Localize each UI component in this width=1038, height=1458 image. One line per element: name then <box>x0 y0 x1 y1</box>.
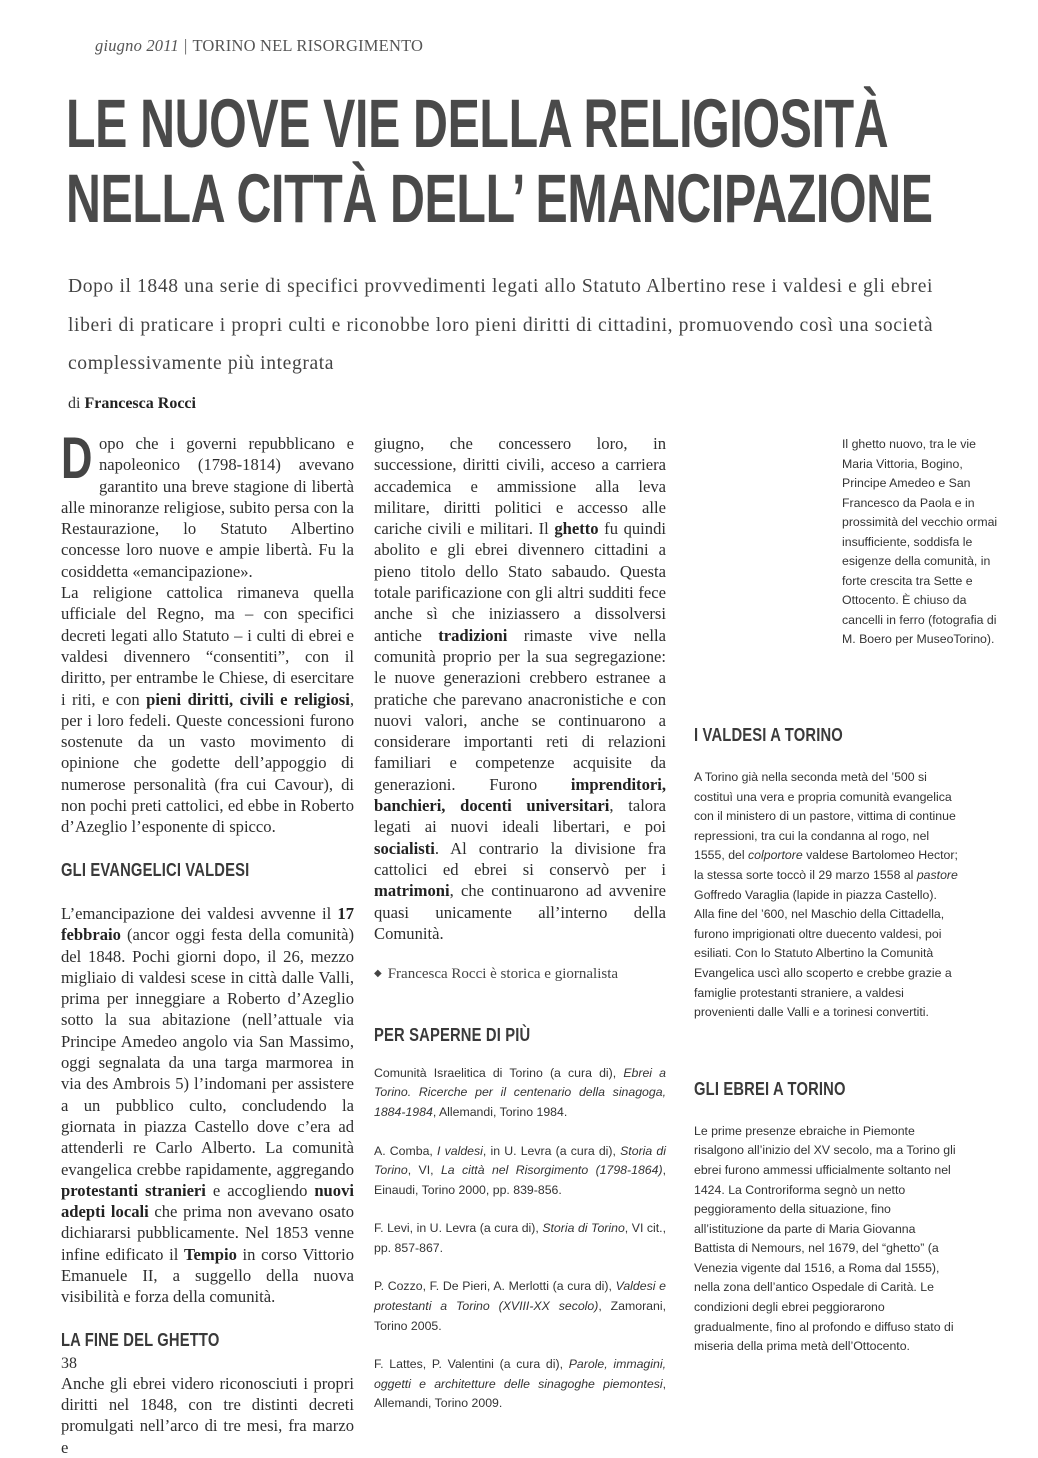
ref-2-b: , VI cit., pp. 857-867. <box>374 1221 667 1255</box>
ev-b3: nuovi adepti locali <box>61 1180 354 1222</box>
ref-1-i3: La città nel Risorgimento (1798-1864) <box>440 1163 663 1178</box>
photo-caption: Il ghetto nuovo, tra le vie Maria Vittoria, Bogino, Principe Amedeo e San Francesco da Paola e in prossimità del vecchio ormai insufficiente, soddisfa le esigenze della comunità, in forte crescita tra Sette e Ottocento. È chiuso da cancelli in ferro (fotografia di M. Boero per MuseoTorino). <box>842 437 998 646</box>
vt-i1: colportore <box>748 848 803 863</box>
author-note-text: Francesca Rocci è storica e giornalista <box>387 966 619 983</box>
author-note <box>374 963 666 985</box>
ref-2-i: Storia di Torino <box>542 1221 625 1236</box>
byline-author: Francesca Rocci <box>84 395 196 412</box>
ev-t4: che prima non avevano osato dichiararsi pubblicamente. Nel 1853 venne infine edificato il <box>61 1202 354 1264</box>
ev-t1: L’emancipazione dei valdesi avvenne il <box>61 903 338 923</box>
heading-valdesi: I VALDESI A TORINO <box>694 725 843 745</box>
ev-b1: 17 febbraio <box>61 903 354 945</box>
c2-t6: , che continuarono ad avvenire quasi unicamente all’interno della Comunità. <box>374 881 666 943</box>
ref-4-b: , Allemandi, Torino 2009. <box>374 1376 666 1411</box>
ref-1-d: , Einaudi, Torino 2000, pp. 839-856. <box>374 1163 666 1197</box>
ev-t5: in corso Vittorio Emanuele II, a suggello della nuova visibilità e forza della comunità. <box>61 1244 354 1307</box>
column-3 <box>694 725 959 1357</box>
title-line-2: NELLA CITTÀ DELL’ EMANCIPAZIONE <box>66 160 933 237</box>
c2-t2: fu quindi abolito e gli ebrei divennero cittadini a pieno titolo dello Stato sabaudo. Questa totale parificazione con gli altri sudditi fece anche sì che iniziassero a dissolversi antiche <box>374 519 666 645</box>
intro-text-1: opo che i governi repubblicano e napoleonico (1798-1814) avevano garantito una breve stagione di libertà alle minoranze religiose, subito persa con la Restaurazione, lo Statuto Albertino concesse loro nuove e ampie libertà. Fu la cosiddetta «emancipazione». <box>61 434 354 581</box>
c2-t3: rimaste vive nella comunità proprio per la sua segregazione: le nuove generazioni crebbero estranee a pratiche che parevano anacronistiche e con nuovi valori, anche se continuarono a considerare importanti reti di relazioni familiari e competenze acquisite da generazioni. Furono <box>374 625 666 794</box>
column-2 <box>374 433 666 1433</box>
c2-b1: ghetto <box>554 519 599 539</box>
ref-1-a: A. Comba, <box>374 1143 438 1158</box>
page-number: 38 <box>61 1355 77 1372</box>
ref-0-a: Comunità Israelitica di Torino (a cura di), <box>374 1065 624 1080</box>
ebrei-paragraph: Le prime presenze ebraiche in Piemonte risalgono all’inizio del XV secolo, ma a Torino gli ebrei furono ammessi ufficialmente soltanto nel 1424. La Controriforma segnò un netto peggioramento della situazione, fino all’istituzione da parte di Maria Giovanna Battista di Nemours, nel 1679, del “ghetto” (a Venezia vigente dal 1516, a Roma dal 1555), nella zona dell’antico Ospedale di Carità. Le condizioni degli ebrei peggiorarono gradualmente, fino al profondo e diffuso stato di miseria della prima metà dell’Ottocento. <box>694 1123 956 1354</box>
column-1 <box>61 426 354 1458</box>
ref-1-b: , in U. Levra (a cura di), <box>482 1143 621 1158</box>
header-separator: | <box>183 36 188 55</box>
reference-item <box>374 1142 666 1201</box>
heading-evangelici: GLI EVANGELICI VALDESI <box>61 859 250 880</box>
intro-text-2a: La religione cattolica rimaneva quella ufficiale del Regno, ma – con specifici decreti legati allo Statuto – i culti di ebrei e valdesi divennero “consentiti”, con il diritto, per entrambe le Chiese, di esercitare i riti, e con <box>61 583 354 709</box>
ref-0-i: Ebrei a Torino. Ricerche per il centenario della sinagoga, 1884-1984 <box>374 1065 666 1119</box>
vt-i2: pastore <box>916 867 958 882</box>
c2-b2: tradizioni <box>438 625 508 645</box>
drop-cap: D <box>61 426 93 491</box>
ev-t3: e accogliendo <box>205 1180 315 1200</box>
heading-ebrei: GLI EBREI A TORINO <box>694 1078 846 1099</box>
intro-text-2c: , per i loro fedeli. Queste concessioni furono sostenute da un vasto movimento di opinione che godette dell’appoggio di numerose personalità (fra cui Cavour), di non pochi preti cattolici, ed ebbe in Roberto d’Azeglio l’esponente di spicco. <box>61 689 354 837</box>
title-line-1: LE NUOVE VIE DELLA RELIGIOSITÀ <box>66 85 889 162</box>
header-date: giugno 2011 <box>95 36 179 55</box>
c2-t4: , talora legati ai nuovi ideali libertari, e poi <box>374 796 666 837</box>
c2-b5: matrimoni <box>374 881 450 901</box>
c2-b4: socialisti <box>374 838 435 858</box>
ref-1-i2: Storia di Torino <box>374 1143 666 1178</box>
heading-ghetto: LA FINE DEL GHETTO <box>61 1329 220 1350</box>
ref-4-i: Parole, immagini, oggetti e architetture delle sinagoghe piemontesi <box>374 1357 666 1391</box>
ref-3-b: , Zamorani, Torino 2005. <box>374 1299 666 1333</box>
intro-paragraph-2 <box>61 582 354 838</box>
ev-b2: protestanti stranieri <box>61 1180 206 1200</box>
valdesi-paragraph <box>694 768 959 1023</box>
reference-item <box>374 1277 666 1336</box>
intro-bold-1: pieni diritti, civili e religiosi <box>146 689 350 709</box>
heading-further-reading: PER SAPERNE DI PIÙ <box>374 1025 531 1046</box>
ref-2-a: F. Levi, in U. Levra (a cura di), <box>374 1221 543 1236</box>
c2-t5: . Al contrario la divisione fra cattolici ed ebrei si conservò per i <box>374 838 666 879</box>
vt-t2: valdese Bartolomeo Hector; la stessa sorte toccò il 29 marzo 1558 al <box>694 848 958 882</box>
ref-1-i: I valdesi <box>437 1143 483 1158</box>
ref-4-a: F. Lattes, P. Valentini (a cura di), <box>374 1357 569 1372</box>
ref-0-b: , Allemandi, Torino 1984. <box>432 1104 568 1119</box>
article-subtitle: Dopo il 1848 una serie di specifici provvedimenti legati allo Statuto Albertino rese i valdesi e gli ebrei liberi di praticare i propri culti e riconobbe loro pieni diritti di cittadini, promuovendo così una società complessivamente più integrata <box>68 276 934 374</box>
ghetto-paragraph: Anche gli ebrei videro riconosciuti i propri diritti nel 1848, con tre distinti decreti promulgati nell’arco di tre mesi, fra marzo e <box>61 1373 354 1457</box>
c2-b3: imprenditori, banchieri, docenti universitari <box>374 774 666 816</box>
ref-3-i: Valdesi e protestanti a Torino (XVIII-XX secolo) <box>374 1279 666 1314</box>
running-header <box>95 36 423 56</box>
references-list <box>374 1064 666 1414</box>
vt-t3: Goffredo Varaglia (lapide in piazza Castello). Alla fine del ’600, nel Maschio della Cittadella, furono imprigionati oltre duecento valdesi, poi esiliati. Con lo Statuto Albertino la Comunità Evangelica uscì allo scoperto e crebbe grazie a famiglie protestanti straniere, a valdesi provenienti dalle Valli e a torinesi convertiti. <box>694 887 952 1020</box>
ev-t2: (ancor oggi festa della comunità) del 1848. Pochi giorni dopo, il 26, mezzo migliaio di valdesi scese in città dalle Valli, prima per inneggiare a Roberto d’Azeglio sotto la sua abitazione (nell’attuale via Principe Amedeo angolo via San Massimo, oggi segnalata da una targa marmorea in via des Ambrois 5) l’indomani per assistere a un pubblico culto, concludendo la giornata in piazza Castello dove c’era ad attenderli re Carlo Alberto. La comunità evangelica crebbe rapidamente, aggregando <box>61 925 354 1179</box>
vt-t1: A Torino già nella seconda metà del ’500 si costituì una vera e propria comunità evangelica con il ministero di un pastore, vittima di continue repressioni, tra cui la condanna al rogo, nel 1555, del <box>694 770 956 863</box>
diamond-bullet-icon: ◆ <box>374 968 382 980</box>
reference-item <box>374 1219 666 1258</box>
ref-3-a: P. Cozzo, F. De Pieri, A. Merlotti (a cura di), <box>374 1279 616 1294</box>
reference-item <box>374 1064 666 1123</box>
evangelici-paragraph <box>61 903 354 1308</box>
col2-paragraph <box>374 433 666 944</box>
c2-t1: giugno, che concessero loro, in successione, diritti civili, acceso a carriera accademica e ammissione alla leva militare, diritti politici e accesso alle cariche civili e militari. Il <box>374 434 666 539</box>
byline <box>68 395 196 413</box>
intro-paragraph-1 <box>61 426 354 582</box>
ref-1-c: , VI, <box>407 1163 441 1178</box>
article-title <box>66 86 1004 236</box>
reference-item <box>374 1355 666 1414</box>
byline-prefix: di <box>68 395 81 412</box>
ev-b4: Tempio <box>184 1244 237 1264</box>
header-section: TORINO NEL RISORGIMENTO <box>192 36 424 55</box>
